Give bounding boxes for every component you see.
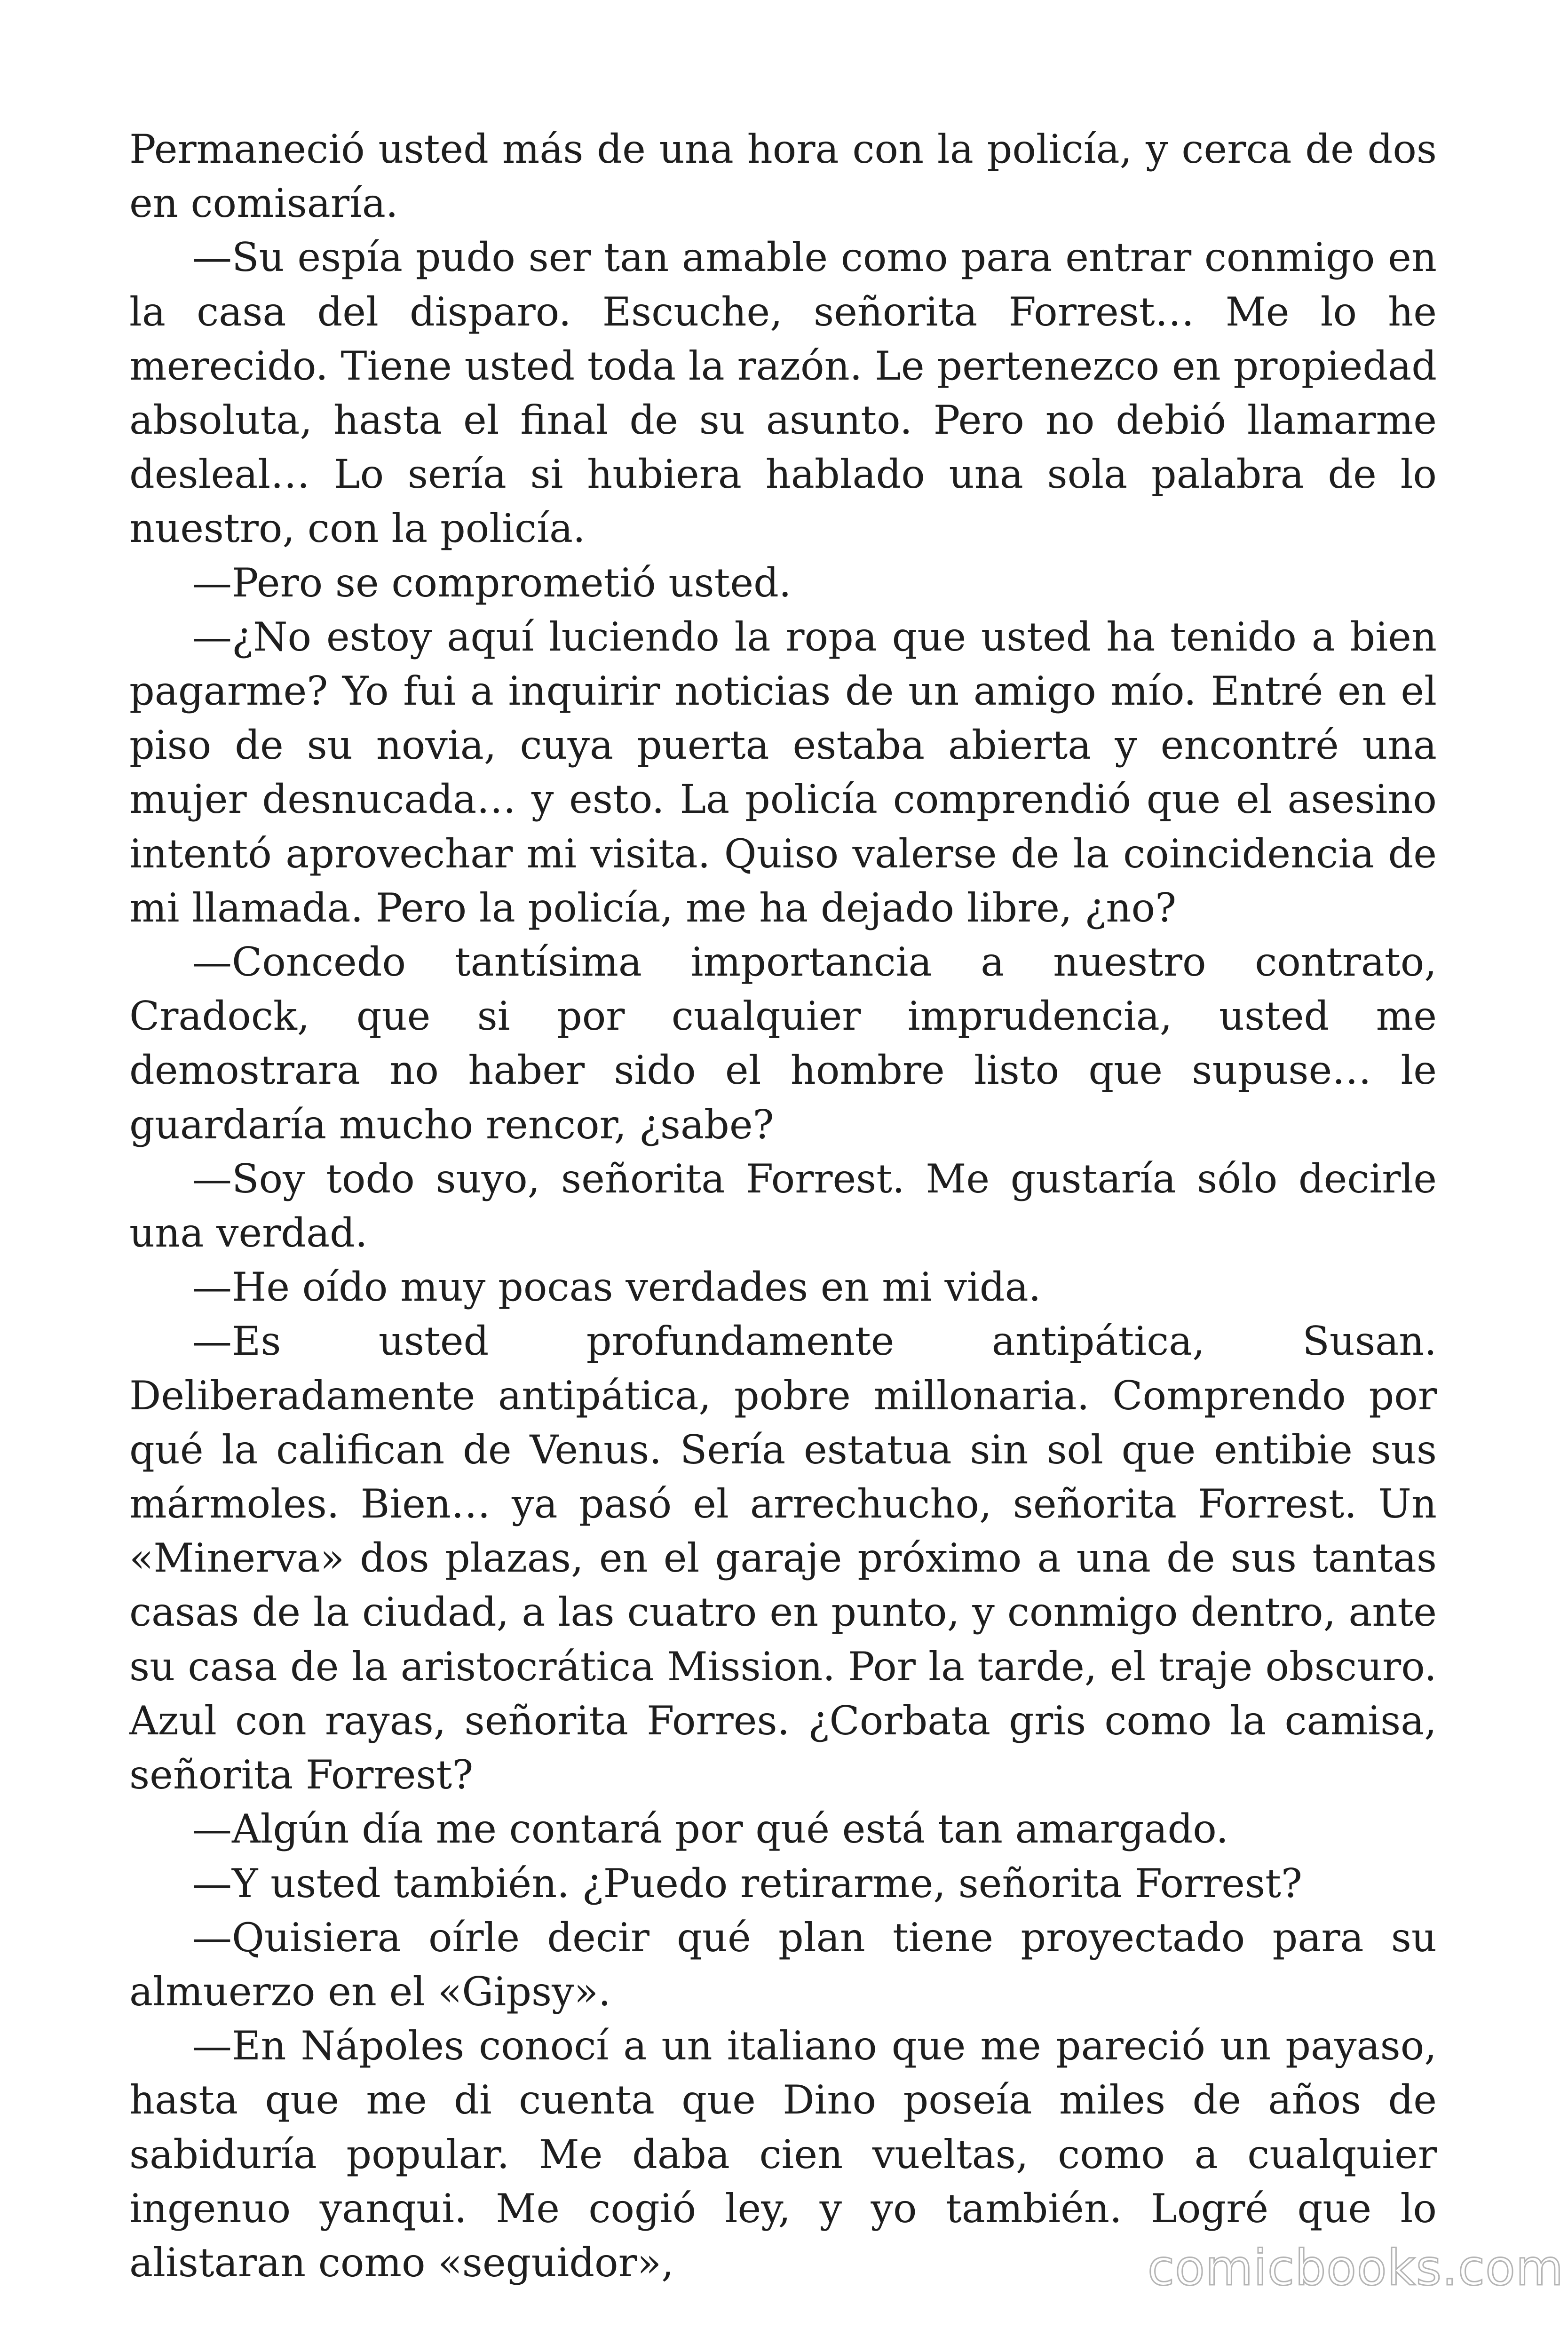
dialogue-paragraph: —He oído muy pocas verdades en mi vida.: [192, 1264, 1041, 1311]
page-body-text: [129, 122, 1437, 2290]
dialogue-paragraph: —Quisiera oírle decir qué plan tiene proyectado para su almuerzo en el «Gipsy».: [129, 1914, 1437, 2015]
dialogue-paragraph: —Su espía pudo ser tan amable como para entrar conmigo en la casa del disparo. Escuche, señorita Forrest… Me lo he merecido. Tiene usted toda la razón. Le pertenezco en propiedad absoluta, hasta el final de su asunto. Pero no debió llamarme desleal… Lo sería si hubiera hablado una sola palabra de lo nuestro, con la policía.: [129, 234, 1437, 552]
dialogue-paragraph: —Pero se comprometió usted.: [192, 559, 792, 606]
dialogue-paragraph: —En Nápoles conocí a un italiano que me pareció un payaso, hasta que me di cuenta que Dino poseía miles de años de sabiduría popular. Me daba cien vueltas, como a cualquier ingenuo yanqui. Me cogió ley, y yo también. Logré que lo alistaran como «seguidor»,: [129, 2023, 1437, 2286]
dialogue-paragraph: —¿No estoy aquí luciendo la ropa que usted ha tenido a bien pagarme? Yo fui a inquirir noticias de un amigo mío. Entré en el piso de su novia, cuya puerta estaba abierta y encontré una mujer desnucada… y esto. La policía comprendió que el asesino intentó aprovechar mi visita. Quiso valerse de la coincidencia de mi llamada. Pero la policía, me ha dejado libre, ¿no?: [129, 613, 1437, 931]
site-watermark: comicbooks.com: [1148, 2239, 1564, 2296]
paragraph-continuation: Permaneció usted más de una hora con la policía, y cerca de dos en comisaría.: [129, 126, 1437, 227]
dialogue-paragraph: —Algún día me contará por qué está tan amargado.: [192, 1806, 1229, 1852]
dialogue-paragraph: —Soy todo suyo, señorita Forrest. Me gustaría sólo decirle una verdad.: [129, 1155, 1437, 1256]
dialogue-paragraph: —Es usted profundamente antipática, Susan. Deliberadamente antipática, pobre millonaria. Comprendo por qué la califican de Venus. Sería estatua sin sol que entibie sus mármoles. Bien… ya pasó el arrechucho, señorita Forrest. Un «Minerva» dos plazas, en el garaje próximo a una de sus tantas casas de la ciudad, a las cuatro en punto, y conmigo dentro, ante su casa de la aristocrática Mission. Por la tarde, el traje obscuro. Azul con rayas, señorita Forres. ¿Corbata gris como la camisa, señorita Forrest?: [129, 1318, 1437, 1798]
dialogue-paragraph: —Y usted también. ¿Puedo retirarme, señorita Forrest?: [192, 1860, 1302, 1907]
dialogue-paragraph: —Concedo tantísima importancia a nuestro contrato, Cradock, que si por cualquier imprudencia, usted me demostrara no haber sido el hombre listo que supuse… le guardaría mucho rencor, ¿sabe?: [129, 939, 1437, 1148]
